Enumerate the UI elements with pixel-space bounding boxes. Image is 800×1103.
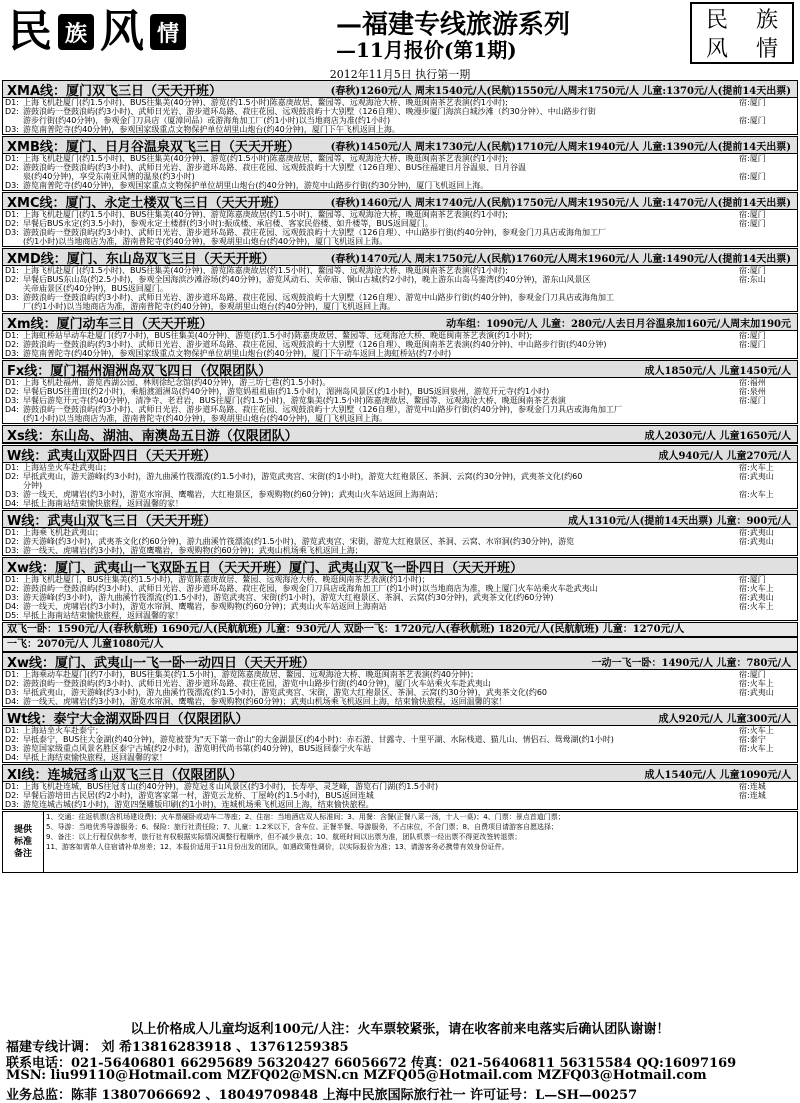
day-number: D3: [5, 546, 19, 555]
itinerary-row [3, 237, 797, 246]
notes-line: 1、交通：往返机票(含机场建设费)；火车票硬卧或动车二等座；2、住宿：当地酒店双人标准间；3、用餐：含餐(正餐八菜一汤，十人一桌)；4、门票：景点首道门票； [46, 813, 565, 821]
day-number: D1: [5, 782, 19, 791]
day-lodging: 宿:厦门 [739, 219, 766, 228]
day-number [3, 481, 23, 490]
itinerary-row [3, 584, 797, 593]
day-text: 游一线天、虎啸岩(约3小时)，游览水帘洞、鹰嘴岩，参观购物(约60分钟)；武夷山火车站返回上海南站 [23, 602, 387, 611]
day-text: 早抵武夷山，游天游峰(约3小时)，游九曲溪竹筏漂流(约1.5小时)，游览武夷宫、宋街，游览大红袍景区、茶洞、云窝(约30分钟)，武夷茶文化(约60 [23, 688, 548, 697]
notes-body [44, 812, 797, 872]
day-number: D2: [5, 735, 19, 744]
day-number: D1: [5, 670, 19, 679]
day-number: D3: [5, 125, 19, 134]
day-lodging: 宿:火车上 [739, 490, 774, 499]
day-lodging: 宿:厦门 [739, 396, 766, 405]
itinerary-row [3, 228, 797, 237]
day-text: 泉(约40分钟)，享受东南亚风情的温泉(约3小时) [23, 172, 195, 181]
notes-label [3, 812, 44, 872]
day-lodging: 宿:厦门 [739, 266, 766, 275]
route-price: 成人2030元/人 儿童1650元/人 [644, 430, 791, 442]
day-lodging: 宿:火车上 [739, 744, 774, 753]
day-lodging [739, 405, 797, 414]
route-header [3, 137, 797, 154]
day-lodging [739, 800, 797, 809]
day-lodging [739, 753, 797, 762]
route-header [3, 314, 797, 331]
itinerary-row [3, 688, 797, 697]
route-block [2, 360, 798, 424]
route-block [2, 764, 798, 810]
route-header [3, 511, 797, 528]
route-header [3, 193, 797, 210]
day-number: D2: [5, 387, 19, 396]
day-text: 游一线天、虎啸岩(约3小时)，游览水帘洞、鹰嘴岩，参观购物(约60分钟)；武夷山机场乘飞机返回上海，结束愉快旅程，返回温馨的家！ [23, 697, 507, 706]
day-number [3, 116, 23, 125]
itinerary-row [3, 98, 797, 107]
route-header [3, 81, 797, 98]
day-text: 游鼓浪屿一登鼓浪屿(约3小时)、武师日光岩、游步道环岛路、菽庄花园、远观鼓浪屿十大别墅（126自理）、晚逛闽南茶艺表演(约40分钟)、中山路步行街(约40分钟) [23, 340, 607, 349]
route-block [2, 557, 798, 621]
day-text: 早餐后游览开元寺(约40分钟)，清净寺、老君岩，BUS往厦门(约1.5小时)，游览集美(约1.5小时)陈嘉庚故居、鳌园等、远观海沧大桥、晚逛闽南茶艺表演 [23, 396, 566, 405]
route-price: (春秋)1460元/人 周末1740元/人(民航)1750元/人周末1950元/人 儿童:1470元/人(提前14天出票) [330, 197, 791, 209]
day-lodging: 宿:火车上 [739, 726, 774, 735]
day-number [3, 284, 23, 293]
route-header [3, 361, 797, 378]
itinerary-row [3, 602, 797, 611]
day-number: D3: [5, 593, 19, 602]
day-lodging: 宿:连城 [739, 782, 766, 791]
route-price: (春秋)1450元/人 周末1730元/人(民航)1710元/人周末1940元/人 儿童:1390元/人(提前14天出票) [330, 141, 791, 153]
route-block [2, 136, 798, 191]
day-text: 上海飞机赴连城，BUS往冠豸山(约40分钟)，游览冠豸山风景区(约3小时)，长寿亭、灵芝峰，游览石门湖(约1.5小时) [23, 782, 439, 791]
itinerary-row [3, 154, 797, 163]
day-number: D1: [5, 210, 19, 219]
day-number [3, 414, 23, 423]
contact-planner: 福建专线计调： 刘 希13816283918 、13761259385 [6, 1040, 349, 1055]
route-block [2, 652, 798, 707]
day-lodging: 宿:福州 [739, 378, 766, 387]
day-text: 游览南普陀寺(约40分钟)，参观国家级重点文物保护单位胡里山炮台(约40分钟)，厦门下午动车返回上海虹桥站(约7小时) [23, 349, 452, 358]
itinerary-row [3, 463, 797, 472]
itinerary-row [3, 679, 797, 688]
day-lodging: 宿:泰宁 [739, 735, 766, 744]
day-lodging: 宿:武夷山 [739, 537, 774, 546]
day-number: D1: [5, 331, 19, 340]
itinerary-row [3, 266, 797, 275]
day-number: D5: [5, 611, 19, 620]
itinerary-row [3, 340, 797, 349]
route-block [2, 510, 798, 556]
day-text: 游览国家级重点风景名胜区泰宁古城(约2小时)，游览明代尚书第(约40分钟)，BUS返回泰宁火车站 [23, 744, 372, 753]
route-header [3, 558, 797, 575]
day-number: D4: [5, 499, 19, 508]
day-text: (约1小时)以当地商店为准，游南普陀寺(约40分钟)，参观胡里山炮台(约40分钟)，厦门飞机返回上海。 [23, 237, 388, 246]
itinerary-row [3, 670, 797, 679]
day-lodging: 宿:厦门 [739, 670, 766, 679]
route-name: Xw线：厦门、武夷山一飞双卧五日（天天开班）厦门、武夷山双飞一卧四日（天天开班） [7, 560, 524, 575]
footer-banner: 以上价格成人儿童均返利100元/人注：火车票较紧张，请在收客前来电落实后确认团队谢谢！ [130, 1022, 670, 1037]
day-number: D3: [5, 688, 19, 697]
day-text: 早餐后BUS往莆田(约2小时)，乘船渡湄洲岛(约40分钟)，游览妈祖祖庙(约1.5小时)，湄洲岛风景区(约1小时)，BUS返回泉州，游览开元寺(约1小时) [23, 387, 550, 396]
day-lodging: 宿:火车上 [739, 602, 774, 611]
itinerary-row [3, 378, 797, 387]
route-price: 成人1540元/人 儿童1090元/人 [644, 769, 791, 781]
day-lodging: 宿:火车上 [739, 679, 774, 688]
route-block [2, 425, 798, 444]
day-text: 上海飞机赴厦门(约1.5小时)、BUS往集美(40分钟)、游览陈嘉庚故居(约1.5小时)、鳌园等、远观海沧大桥、晚逛闽南茶艺表演(约1小时); [23, 210, 508, 219]
day-lodging [739, 349, 797, 358]
day-text: 游天游峰(约3小时)，游九曲溪竹筏漂流(约1.5小时)，游览武夷宫、宋街(约1小时)，游览大红袍景区、茶洞、云窝(约30分钟)，武夷茶文化(约60分钟) [23, 593, 554, 602]
route-block [2, 248, 798, 312]
day-lodging: 宿:火车上 [739, 463, 774, 472]
itinerary-row [3, 782, 797, 791]
day-number: D2: [5, 472, 19, 481]
route-name: XMC线：厦门、永定土楼双飞三日（天天开班） [7, 195, 287, 210]
route-header [3, 249, 797, 266]
day-lodging: 宿:武夷山 [739, 528, 774, 537]
itinerary-row [3, 472, 797, 481]
day-number: D3: [5, 744, 19, 753]
day-number: D1: [5, 726, 19, 735]
day-number: D1: [5, 575, 19, 584]
day-text: 早抵上海结束愉快旅程，返回温馨的家！ [23, 753, 167, 762]
day-lodging: 宿:厦门 [739, 575, 766, 584]
day-number: D1: [5, 463, 19, 472]
itinerary-row [3, 349, 797, 358]
notes-line: 11、游客如需单人住宿请补单房差；12、本报价适用于11月份出发的团队，如遇政策性调价，以实际报价为准；13、请游客务必携带有效身份证件。 [46, 843, 509, 851]
day-text: 上海虹桥站早动车赴厦门(约7小时)，BUS往集美(40分钟)、游览(约1.5小时)陈嘉庚故居、鳌园等、远观海沧大桥、晚逛闽南茶艺表演(约1小时); [23, 331, 533, 340]
route-block [2, 445, 798, 509]
itinerary-row [3, 726, 797, 735]
itinerary-row [3, 181, 797, 190]
series-title: —福建专线旅游系列 [336, 10, 571, 40]
day-text: (约1小时)以当地商店为准，游南普陀寺(约40分钟)，参观胡里山炮台(约40分钟)，厦门飞机返回上海。 [23, 414, 388, 423]
route-header [3, 653, 797, 670]
day-text: 早抵上海南站结束愉快旅程，返回温馨的家！ [23, 499, 183, 508]
itinerary-row [3, 293, 797, 302]
route-header [3, 426, 797, 443]
day-text: 游鼓浪屿一登鼓浪屿(约3小时)、武师日光岩、游步道环岛路、菽庄花园、远观鼓浪屿十大别墅（126自理）、中山路步行街(约40分钟)，参观金门刀具店或海角加工厂 [23, 228, 607, 237]
day-lodging [739, 228, 797, 237]
day-text: 游鼓浪屿一登鼓浪屿(约3小时)、武师日光岩、游步道环岛路、菽庄花园、远观鼓浪屿十大别墅（126自理），游览中山路步行街(约40分钟)，参观金门刀具店或海角加工厂 [23, 405, 623, 414]
day-number: D2: [5, 219, 19, 228]
itinerary-row [3, 219, 797, 228]
itinerary-row [3, 481, 797, 490]
day-number: D1: [5, 98, 19, 107]
route-header [3, 765, 797, 782]
day-number: D3: [5, 396, 19, 405]
itinerary-row [3, 697, 797, 706]
itinerary-row [3, 107, 797, 116]
day-text: 游鼓浪屿一登鼓浪屿(约3小时)、武师日光岩、游步道环岛路、菽庄花园，游览中山路步行街(约40分钟)，厦门火车站乘火车赴武夷山 [23, 679, 491, 688]
itinerary-row [3, 744, 797, 753]
day-number: D2: [5, 679, 19, 688]
day-lodging [739, 697, 797, 706]
seal-char-3: 风 [705, 37, 728, 62]
day-text: 厂(约1小时)以当地商店为准，游南普陀寺(约40分钟)，参观胡里山炮台(约40分钟)，厦门飞机返回上海。 [23, 302, 396, 311]
route-block [2, 192, 798, 247]
day-number: D4: [5, 697, 19, 706]
route-name: XMA线：厦门双飞三日（天天开班） [7, 83, 223, 98]
route-name: Xw线：厦门、武夷山一飞一卧一动四日（天天开班） [7, 655, 316, 670]
seal-char-4: 情 [755, 37, 778, 62]
route-name: XMD线：厦门、东山岛双飞三日（天天开班） [7, 251, 275, 266]
notes-line: 5、导游：当地优秀导游服务；6、保险：旅行社责任险；7、儿童：1.2米以下，含车位、正餐半餐、导游服务，不占床位，不含门票；8、自费项目请游客自愿选择； [46, 823, 558, 831]
day-text: 游鼓浪屿一登鼓浪屿(约3小时)、武师日光岩、游步道环岛路、菽庄花园、远观鼓浪屿十大别墅（126自理）、BUS往福建日月谷温泉、日月谷温 [23, 163, 527, 172]
day-lodging: 宿:厦门 [739, 154, 766, 163]
itinerary-row [3, 172, 797, 181]
itinerary-row [3, 405, 797, 414]
day-text: 上海飞机赴厦门(约1.5小时)、BUS往集美(40分钟)、游览(约1.5小时)陈嘉庚故居、鳌园等、远观海沧大桥、晚逛闽南茶艺表演(约1小时); [23, 154, 508, 163]
itinerary-row [3, 163, 797, 172]
itinerary-row [3, 499, 797, 508]
day-text: 早餐后BUS永定(约3.5小时)，参观永定土楼群(约3小时):振成楼、承启楼、客家民俗楼、如升楼等，BUS返回厦门。 [23, 219, 433, 228]
day-text: 游步行街(约40分钟)，参观金门刀具店（厦漳同品）或游海角加工厂(约1小时)以当地商店为准(约1小时) [23, 116, 391, 125]
itinerary-row [3, 116, 797, 125]
itinerary-row [3, 791, 797, 800]
day-number: D2: [5, 107, 19, 116]
route-price: 动车组：1090元/人 儿童：280元/人去日月谷温泉加160元/人周末加190元 [446, 318, 791, 330]
dateline: 2012年11月5日 执行第一期 [329, 68, 471, 81]
day-text: 游鼓浪屿一登鼓浪屿(约3小时)、武师日光岩、游步道环岛路、菽庄花园、远观鼓浪屿十大别墅（126自理）、游览中山路步行街(约40分钟)，参观金门刀具店或海角加工 [23, 293, 615, 302]
day-text: 早抵武夷山，游天游峰(约3小时)，游九曲溪竹筏漂流(约1.5小时)，游览武夷宫、宋街(约1小时)，游览大红袍景区、茶洞、云窝(约30分钟)，武夷茶文化(约60 [23, 472, 583, 481]
logo-char-4: 情 [150, 14, 186, 50]
route-price: 成人940元/人 儿童270元/人 [658, 450, 791, 462]
day-text: 上海站坐火车赴泰宁； [23, 726, 103, 735]
route-price: 成人1310元/人(提前14天出票) 儿童：900元/人 [568, 515, 791, 527]
route-price: 一动一飞一卧：1490元/人 儿童：780元/人 [591, 657, 791, 669]
day-number: D1: [5, 378, 19, 387]
day-number: D3: [5, 228, 19, 237]
day-number: D2: [5, 537, 19, 546]
route-price: (春秋)1470元/人 周末1750元/人(民航)1760元/人周末1960元/人 儿童:1490元/人(提前14天出票) [330, 253, 791, 265]
route-name: W线：武夷山双卧四日（天天开班） [7, 448, 217, 463]
route-list [2, 80, 798, 873]
day-text: 分钟) [23, 481, 43, 490]
day-text: 游览南普陀寺(约40分钟)，参观国家级重点文物保护单位胡里山炮台(约40分钟)，厦门下午飞机返回上海。 [23, 125, 400, 134]
notes-line: 9、备注：以上行程仅供参考，旅行社有权根据实际情况调整行程顺序，但不减少景点；10、航班时间以出票为准，团队机票一经出票不得更改签转退票； [46, 833, 522, 841]
day-lodging [739, 302, 797, 311]
itinerary-row [3, 753, 797, 762]
itinerary-row [3, 210, 797, 219]
day-lodging [739, 499, 797, 508]
notes-box [2, 811, 798, 873]
itinerary-row [3, 528, 797, 537]
day-number: D1: [5, 266, 19, 275]
day-lodging [739, 293, 797, 302]
day-number: D3: [5, 293, 19, 302]
day-number: D4: [5, 753, 19, 762]
itinerary-row [3, 735, 797, 744]
day-text: 上海飞机赴厦门，BUS往集美(约1.5小时)，游览陈嘉庚故居、鳌园、远观海沧大桥、晚逛闽南茶艺表演(约1小时)； [23, 575, 430, 584]
day-lodging: 宿:厦门 [739, 116, 766, 125]
price-strip: 双飞一卧：1590元/人(春秋航班) 1690元/人(民航航班) 儿童：930元/人 双卧一飞：1720元/人(春秋航班) 1820元/人(民航航班) 儿童：1270元/人 [2, 622, 798, 637]
day-text: 游鼓浪屿一登鼓浪屿(约3小时)、武师日光岩、游步道环岛路、菽庄花园、远观鼓浪屿十大别墅（126自理）、晚漫步厦门海滨白城沙滩（约30分钟）、中山路步行街 [23, 107, 596, 116]
itinerary-row [3, 414, 797, 423]
day-number [3, 172, 23, 181]
day-number [3, 237, 23, 246]
route-name: Xl线：连城冠豸山双飞三日（仅限团队） [7, 767, 243, 782]
day-text: 上海乘动车赴厦门(约7小时)，BUS往集美(约1.5小时)，游览陈嘉庚故居、鳌园、远观海沧大桥、晚逛闽南茶艺表演(约40分钟)； [23, 670, 479, 679]
route-block [2, 313, 798, 359]
notes-label-3: 备注 [13, 849, 32, 859]
day-number: D2: [5, 163, 19, 172]
day-lodging [739, 163, 797, 172]
itinerary-row [3, 387, 797, 396]
itinerary-row [3, 611, 797, 620]
day-text: 游览南普陀寺(约40分钟)，参观国家重点文物保护单位胡里山炮台(约40分钟)，游览中山路步行街(约30分钟)，厦门飞机返回上海。 [23, 181, 489, 190]
day-lodging: 宿:厦门 [739, 98, 766, 107]
issue-title: —11月报价(第1期) [336, 38, 517, 62]
day-text: 上海飞机赴福州，游览西湖公园、林则徐纪念馆(约40分钟)，游三坊七巷(约1.5小时)。 [23, 378, 331, 387]
day-number: D2: [5, 791, 19, 800]
route-name: Xs线：东山岛、湖油、南澳岛五日游（仅限团队） [7, 428, 298, 443]
brand-seal [690, 2, 794, 64]
day-number: D3: [5, 490, 19, 499]
day-number: D4: [5, 405, 19, 414]
day-number: D4: [5, 602, 19, 611]
day-lodging [739, 125, 797, 134]
day-number: D2: [5, 584, 19, 593]
day-lodging: 宿:武夷山 [739, 688, 774, 697]
logo-char-3: 风 [100, 6, 144, 57]
day-text: 早餐后游培田古民居(约2小时)，游览客家第一村，游览云龙桥、丁屋岭(约1.5小时)，BUS返回连城 [23, 791, 374, 800]
route-price: (春秋)1260元/人 周末1540元/人(民航)1550元/人周末1750元/人 儿童:1370元/人(提前14天出票) [330, 85, 791, 97]
day-lodging: 宿:厦门 [739, 340, 766, 349]
day-text: 游一线天、虎啸岩(约3小时)，游览水帘洞、鹰嘴岩，大红袍景区，参观购物(约60分钟)；武夷山火车站返回上海南站； [23, 490, 443, 499]
day-text: 早抵上海南站结束愉快旅程，返回温馨的家！ [23, 611, 183, 620]
day-number: D1: [5, 528, 19, 537]
itinerary-row [3, 575, 797, 584]
route-name: Xm线：厦门动车三日（天天开班） [7, 316, 213, 331]
brand-logo [8, 6, 186, 58]
day-lodging [739, 181, 797, 190]
day-lodging: 宿:泉州 [739, 387, 766, 396]
itinerary-row [3, 537, 797, 546]
day-lodging [739, 237, 797, 246]
day-number: D2: [5, 275, 19, 284]
itinerary-row [3, 396, 797, 405]
day-lodging: 宿:东山 [739, 275, 766, 284]
route-block [2, 708, 798, 763]
contact-phone: 联系电话：021-56406801 66295689 56320427 66056672 传真：021-56406811 56315584 QQ:16097169 [6, 1056, 737, 1071]
route-block [2, 80, 798, 135]
route-price: 成人1850元/人 儿童1450元/人 [644, 365, 791, 377]
day-text: 上海乘飞机赴武夷山； [23, 528, 103, 537]
day-number [3, 302, 23, 311]
price-strip: 一飞：2070元/人 儿童1080元/人 [2, 637, 798, 652]
day-number: D2: [5, 340, 19, 349]
itinerary-row [3, 800, 797, 809]
itinerary-row [3, 125, 797, 134]
day-lodging [739, 481, 797, 490]
notes-label-2: 标准 [13, 837, 32, 847]
route-price: 成人920元/人 儿童300元/人 [658, 713, 791, 725]
day-text: 关帝庙景区(约40分钟)，BUS返回厦门。 [23, 284, 168, 293]
day-lodging: 宿:厦门 [739, 210, 766, 219]
itinerary-row [3, 284, 797, 293]
route-name: XMB线：厦门、日月谷温泉双飞三日（天天开班） [7, 139, 300, 154]
day-lodging [739, 284, 797, 293]
day-text: 游览连城古城(约1小时)，游览四堡雕版印刷(约1小时)，连城机场乘飞机返回上海，结束愉快旅程。 [23, 800, 374, 809]
route-header [3, 709, 797, 726]
itinerary-row [3, 331, 797, 340]
route-name: W线：武夷山双飞三日（天天开班） [7, 513, 217, 528]
day-lodging: 宿:武夷山 [739, 593, 774, 602]
day-number: D3: [5, 349, 19, 358]
itinerary-row [3, 593, 797, 602]
itinerary-row [3, 275, 797, 284]
day-lodging: 宿:武夷山 [739, 472, 774, 481]
seal-char-1: 民 [705, 8, 728, 33]
itinerary-row [3, 546, 797, 555]
itinerary-row [3, 302, 797, 311]
itinerary-row [3, 490, 797, 499]
day-lodging [739, 107, 797, 116]
route-header [3, 446, 797, 463]
day-lodging: 宿:厦门 [739, 331, 766, 340]
day-text: 早餐后BUS东山岛(约2.5小时)，参观全国海滨沙滩浴场(约40分钟)，游览风动石、关帝庙、铜山古城(约2小时)，晚上游东山岛马銮湾(约40分钟)，游东山风景区 [23, 275, 591, 284]
contact-director: 业务总监：陈菲 13807066692 、18049709848 上海中民旅国际旅行社一 许可证号：L—SH—00257 [6, 1088, 638, 1103]
day-lodging: 宿:连城 [739, 791, 766, 800]
day-text: 游天游峰(约3小时)，武夷茶文化(约60分钟)，游九曲溪竹筏漂流(约1.5小时)，游览武夷宫、宋街，游览大红袍景区、茶洞、云窝、水帘洞(约30分钟)，游览 [23, 537, 575, 546]
day-text: 上海飞机赴厦门(约1.5小时)、BUS往集美(40分钟)、游览(约1.5小时)陈嘉庚故居、鳌园等、远观海沧大桥、晚逛闽南茶艺表演(约1小时); [23, 98, 508, 107]
day-lodging [739, 546, 797, 555]
day-number: D1: [5, 154, 19, 163]
route-name: Fx线：厦门福州湄洲岛双飞四日（仅限团队） [7, 363, 272, 378]
day-text: 早抵泰宁，BUS往大金湖(约40分钟)，游览被誉为"天下第一奇山"的大金湖景区(约4小时)：赤石游、甘露寺、十里平湖、水际栈道、猫儿山、情侣石、鸳鸯湖(约1小时) [23, 735, 614, 744]
logo-char-1: 民 [8, 6, 52, 57]
day-lodging: 宿:火车上 [739, 584, 774, 593]
day-lodging [739, 611, 797, 620]
day-number: D3: [5, 800, 19, 809]
page-header [0, 0, 800, 64]
notes-label-1: 提供 [13, 825, 32, 835]
day-text: 游一线天、虎啸岩(约3小时)，游览鹰嘴岩，参观购物(约60分钟)；武夷山机场乘飞机返回上海； [23, 546, 363, 555]
day-text: 游鼓浪屿一登鼓浪屿(约3小时)、武师日光岩、游步道环岛路、菽庄花园，参观金门刀具店或海角加工厂(约1小时)以当地商店为准，晚上厦门火车站乘火车赴武夷山 [23, 584, 598, 593]
seal-char-2: 族 [755, 8, 778, 33]
day-text: 上海飞机赴厦门(约1.5小时)、BUS往集美(40分钟)、游览陈嘉庚故居(约1.5小时)、鳌园等、远观海沧大桥、晚逛闽南茶艺表演(约1小时); [23, 266, 508, 275]
day-lodging [739, 414, 797, 423]
route-name: Wt线：泰宁大金湖双卧四日（仅限团队） [7, 711, 249, 726]
day-text: 上海站坐火车赴武夷山； [23, 463, 111, 472]
contact-msn: MSN: liu99110@Hotmail.com MZFQ02@MSN.cn MZFQ05@Hotmail.com MZFQ03@Hotmail.com [6, 1068, 707, 1083]
logo-char-2: 族 [58, 14, 94, 50]
day-number: D3: [5, 181, 19, 190]
day-lodging: 宿:厦门 [739, 172, 766, 181]
